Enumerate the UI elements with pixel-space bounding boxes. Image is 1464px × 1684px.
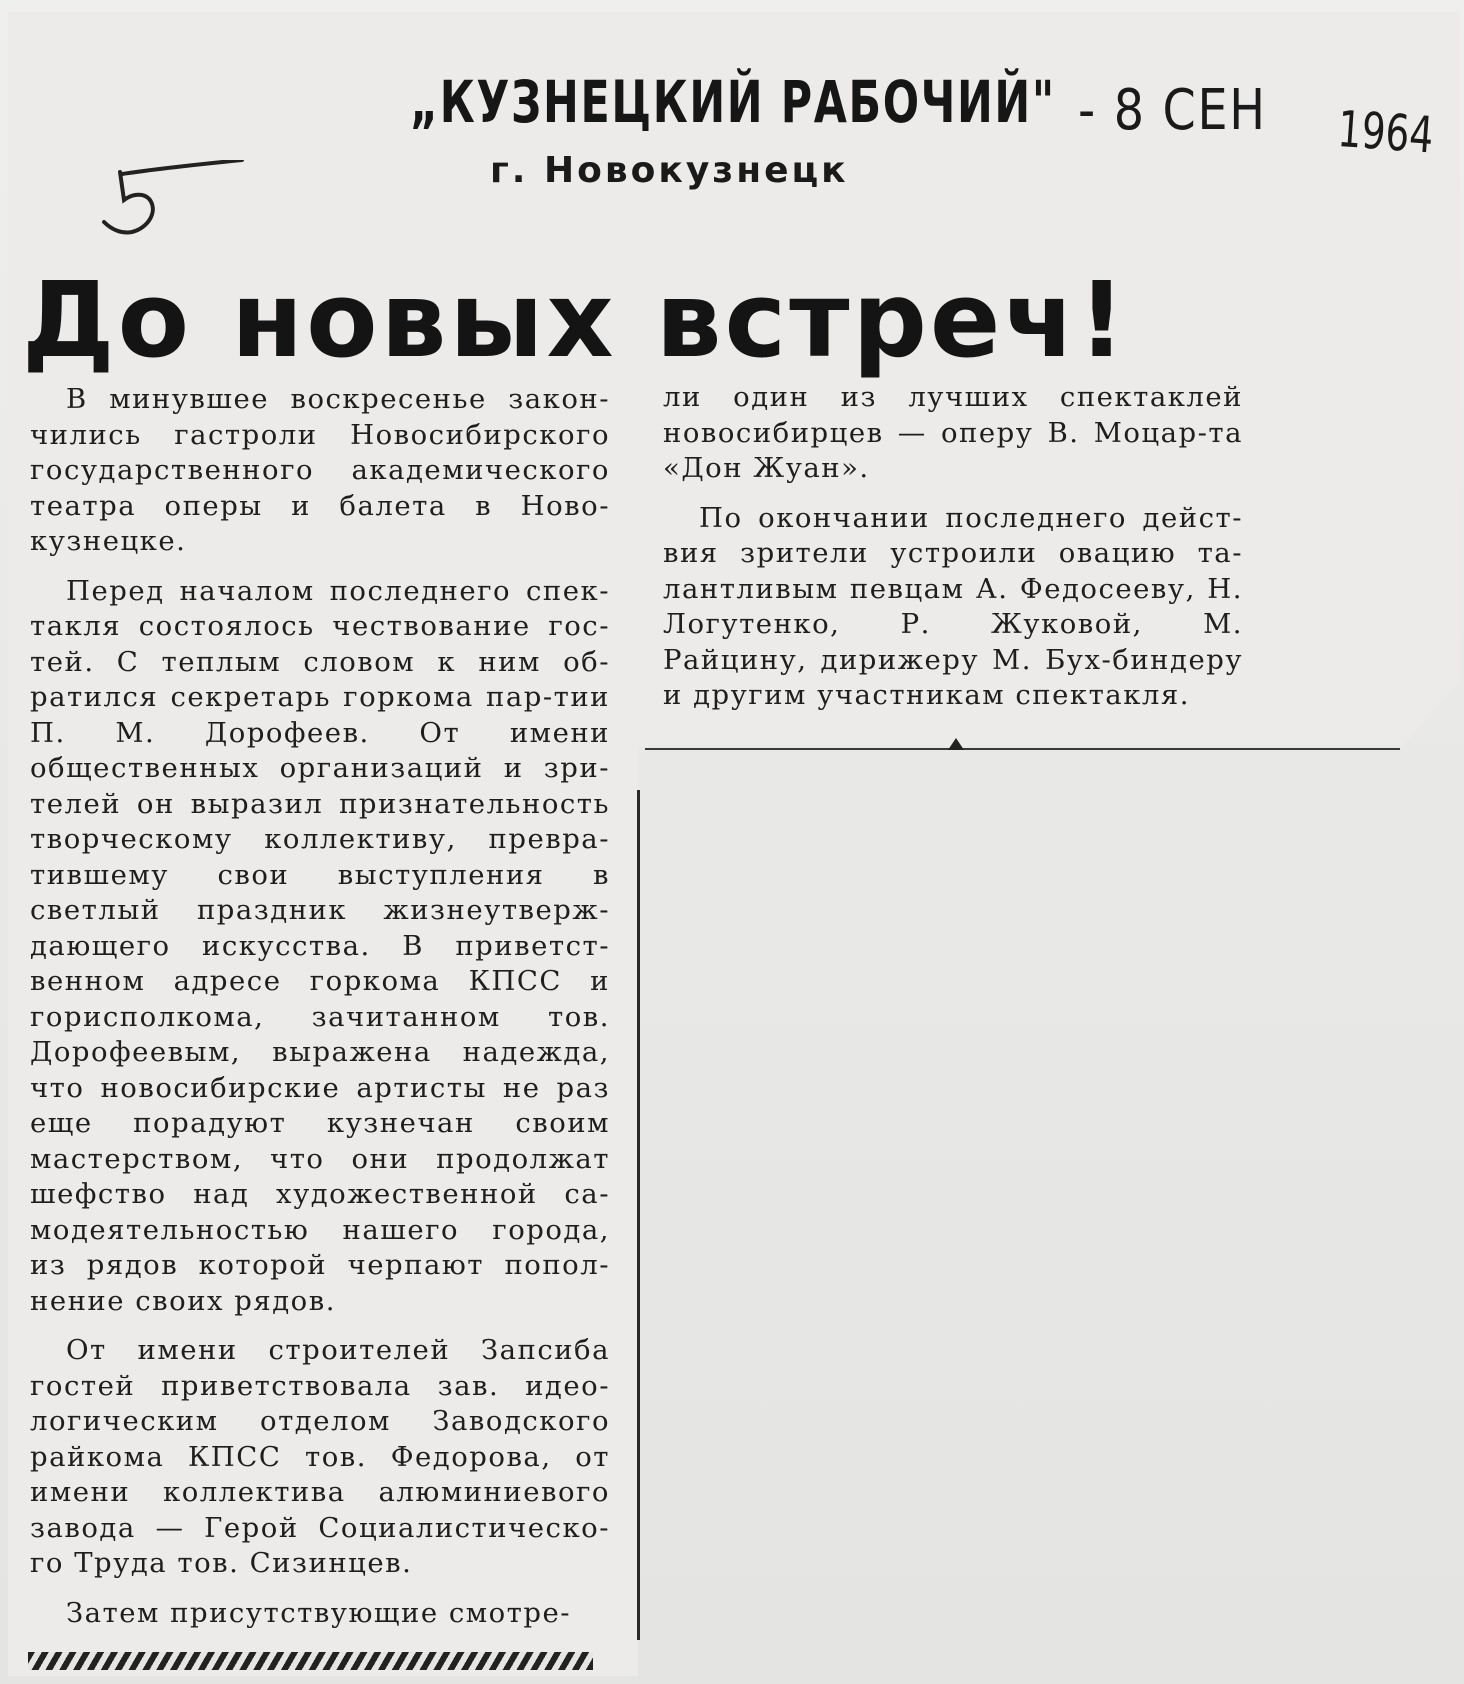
city-stamp: г. Новокузнецк (490, 150, 849, 191)
bottom-torn-edge (28, 1652, 593, 1670)
end-mark (948, 738, 964, 750)
handwritten-number-mark (92, 160, 262, 260)
article-right-column (663, 380, 1243, 714)
clipping-cut-edge (645, 748, 1400, 750)
paragraph: ли один из лучших спектаклей новосибирцев — оперу В. Моцар-та «Дон Жуан». (663, 381, 1243, 484)
article-left-column (30, 382, 610, 1631)
paragraph: Перед началом последнего спек-такля состоялось чествование гос-тей. С теплым словом к ним об-ратился секретарь горкома пар-тии П. М. Дорофеев. От имени общественных организаций и зри-телей он выразил признательность творческому коллективу, превра-тившему свои выступления в светлый праздник жизнеутверж-дающего искусства. В приветст-венном адресе горкома КПСС и горисполкома, зачитанном тов. Дорофеевым, выражена надежда, что новосибирские артисты не раз еще порадуют кузнечан своим мастерством, что они продолжат шефство над художественной са-модеятельностью нашего города, из рядов которой черпают попол-нение своих рядов. (30, 574, 610, 1317)
paragraph: От имени строителей Запсиба гостей приветствовала зав. идео-логическим отделом Заводского райкома КПСС тов. Федорова, от имени коллектива алюминиевого завода — Герой Социалистическо-го Труда тов. Сизинцев. (30, 1334, 610, 1579)
paragraph: По окончании последнего дейст-вия зрители устроили овацию та-лантливым певцам А. Федосееву, Н. Логутенко, Р. Жуковой, М. Райцину, дирижеру М. Бух-биндеру и другим участникам спектакля. (663, 501, 1243, 711)
paragraph: В минувшее воскресенье закон-чились гастроли Новосибирского государственного академического театра оперы и балета в Ново-кузнецке. (30, 383, 610, 557)
date-stamp: - 8 СЕН (1078, 78, 1267, 143)
year-stamp: 1964 (1335, 100, 1436, 165)
column-cut-edge (637, 790, 640, 1640)
paragraph: Затем присутствующие смотре- (66, 1596, 572, 1629)
newspaper-stamp: „КУЗНЕЦКИЙ РАБОЧИЙ" (410, 68, 1056, 136)
article-headline: До новых встреч! (22, 259, 1129, 381)
